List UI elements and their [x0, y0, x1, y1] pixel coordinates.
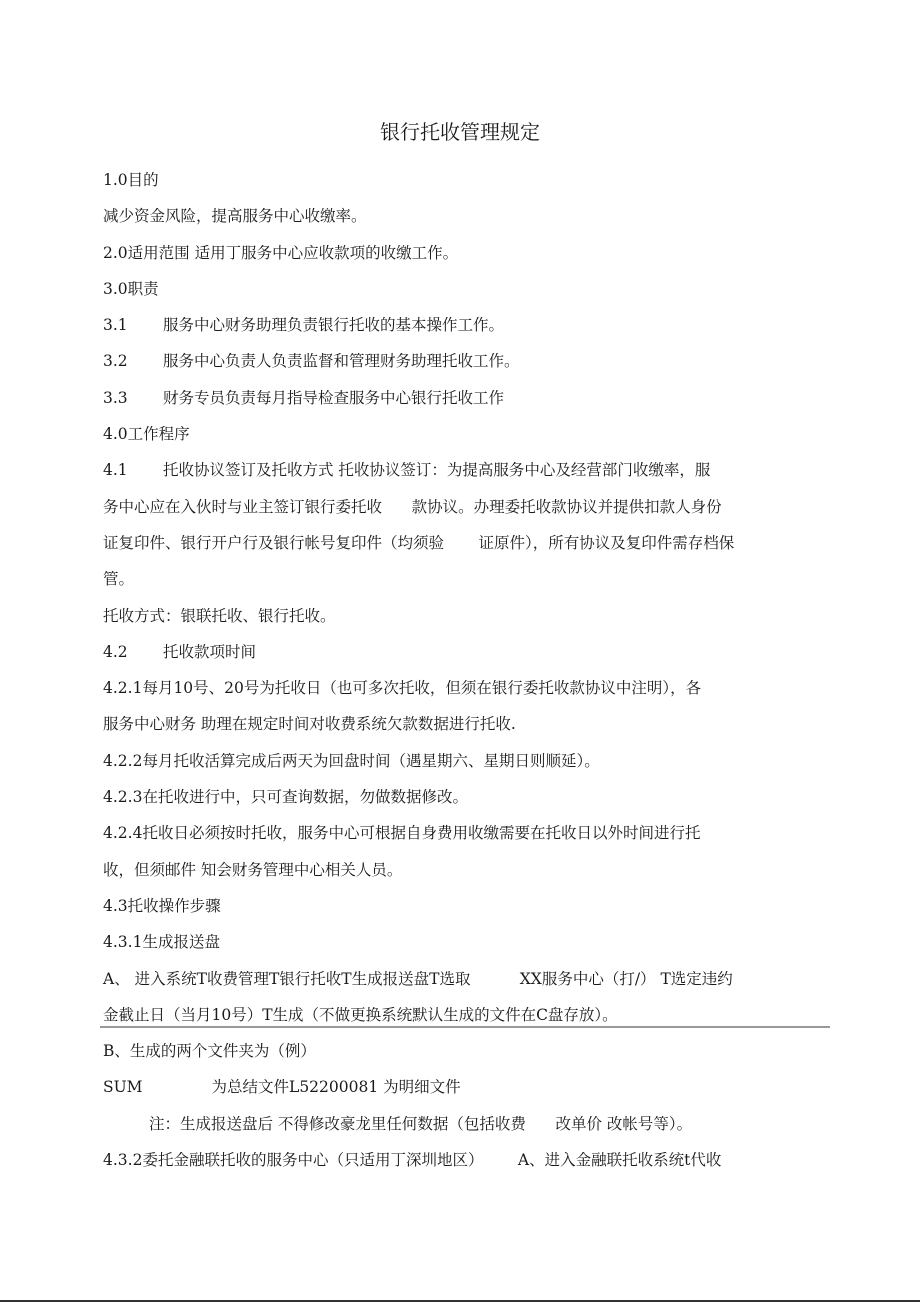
- line-text: 托收款项时间: [163, 642, 257, 661]
- paragraph-line: [103, 162, 823, 198]
- paragraph-line: [103, 634, 823, 670]
- line-text: 服务中心负责人负责监督和管理财务助理托收工作。: [163, 352, 520, 371]
- paragraph-line: [103, 198, 823, 234]
- paragraph-line: [103, 489, 823, 525]
- line-text: 托收方式：银联托收、银行托收。: [103, 606, 336, 625]
- line-text: 4.2.1每月10号、20号为托收日（也可多次托收，但须在银行委托收款协议中注明），各: [103, 679, 702, 698]
- paragraph-line: [103, 561, 823, 597]
- line-text: 3.0职责: [103, 279, 159, 298]
- paragraph-line: [103, 815, 823, 851]
- paragraph-line: [103, 1142, 823, 1178]
- paragraph-line: [103, 1033, 823, 1069]
- line-text: 金截止日（当月10号）T生成（不做更换系统默认生成的文件在C盘存放）。: [103, 1005, 618, 1024]
- line-text: 1.0目的: [103, 171, 159, 189]
- paragraph-line: [103, 343, 823, 379]
- paragraph-line: [103, 525, 823, 561]
- line-text: 财务专员负责每月指导检查服务中心银行托收工作: [163, 388, 505, 407]
- section-number: 3.3: [103, 388, 128, 407]
- line-text: 收，但须邮件 知会财务管理中心相关人员。: [103, 860, 403, 879]
- paragraph-line: [103, 1106, 823, 1142]
- line-text: 2.0适用范围 适用丁服务中心应收款项的收缴工作。: [103, 243, 459, 262]
- line-text: 服务中心财务助理负责银行托收的基本操作工作。: [163, 316, 505, 335]
- line-text: 注：生成报送盘后 不得修改豪龙里任何数据（包括收费 改单价 改帐号等）。: [149, 1114, 693, 1133]
- paragraph-line: [103, 852, 823, 888]
- line-text: 4.2.2每月托收活算完成后两天为回盘时间（遇星期六、星期日则顺延）。: [103, 751, 600, 770]
- section-number: 4.1: [103, 461, 128, 480]
- paragraph-line: [103, 743, 823, 779]
- document-title: 银行托收管理规定: [380, 120, 540, 144]
- line-text: 4.3托收操作步骤: [103, 896, 221, 915]
- line-text: 4.2.3在托收进行中，只可查询数据，勿做数据修改。: [103, 788, 468, 807]
- line-text: A、 进入系统T收费管理T银行托收T生成报送盘T选取 XX服务中心（打/） T选定违约: [103, 969, 733, 988]
- line-text: 4.0工作程序: [103, 425, 190, 444]
- line-text: B、生成的两个文件夹为（例）: [103, 1042, 316, 1061]
- line-text: SUM 为总结文件L52200081 为明细文件: [103, 1078, 461, 1097]
- paragraph-line: [103, 235, 823, 271]
- paragraph-line: [103, 888, 823, 924]
- line-text: 4.2.4托收日必须按时托收，服务中心可根据自身费用收缴需要在托收日以外时间进行托: [103, 824, 701, 843]
- line-text: 管。: [103, 570, 135, 589]
- section-number: 3.1: [103, 316, 128, 335]
- line-text: 证复印件、银行开户行及银行帐号复印件（均须验 证原件），所有协议及复印件需存档保: [103, 533, 735, 552]
- paragraph-line: [103, 961, 823, 997]
- paragraph-line: [103, 779, 823, 815]
- section-number: 4.2: [103, 642, 128, 661]
- paragraph-line: [103, 380, 823, 416]
- paragraph-line: [103, 924, 823, 960]
- section-number: 3.2: [103, 352, 128, 371]
- paragraph-line: [103, 598, 823, 634]
- line-text: 减少资金风险，提高服务中心收缴率。: [103, 207, 367, 226]
- paragraph-line: [103, 271, 823, 307]
- page-bottom-border: [0, 1300, 920, 1302]
- paragraph-line: [103, 307, 823, 343]
- line-text: 4.3.1生成报送盘: [103, 933, 220, 952]
- line-text: 服务中心财务 助理在规定时间对收费系统欠款数据进行托收.: [103, 715, 516, 734]
- paragraph-line: [103, 670, 823, 706]
- paragraph-line: [103, 706, 823, 742]
- line-text: 4.3.2委托金融联托收的服务中心（只适用丁深圳地区） A、进入金融联托收系统t代收: [103, 1151, 722, 1170]
- paragraph-line: [103, 452, 823, 488]
- paragraph-line: [103, 416, 823, 452]
- horizontal-rule: [100, 1026, 830, 1028]
- line-text: 务中心应在入伙时与业主签订银行委托收 款协议。办理委托收款协议并提供扣款人身份: [103, 497, 722, 516]
- line-text: 托收协议签订及托收方式 托收协议签订：为提高服务中心及经营部门收缴率，服: [163, 461, 711, 480]
- paragraph-line: [103, 1069, 823, 1105]
